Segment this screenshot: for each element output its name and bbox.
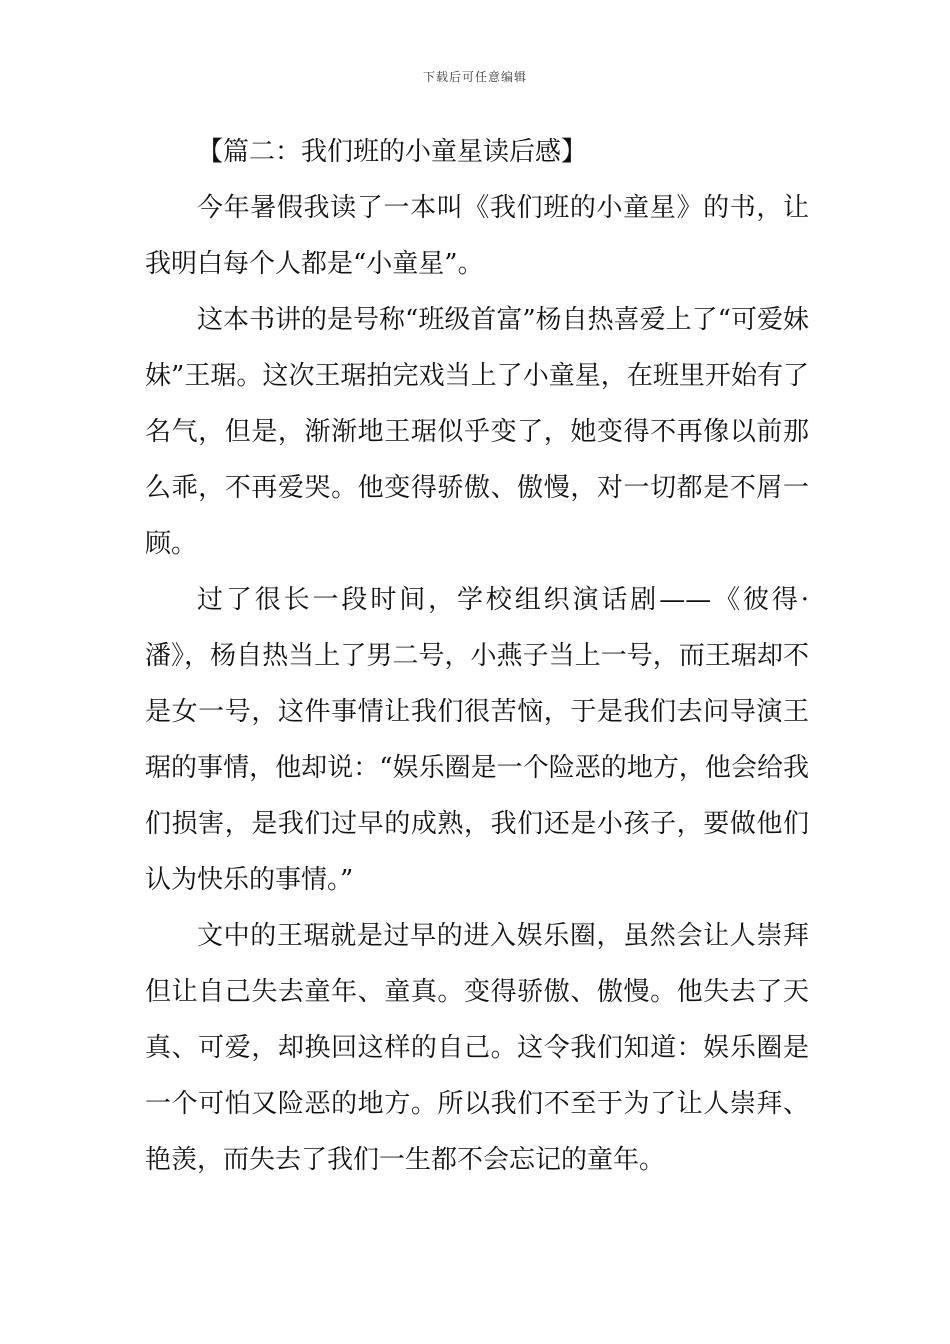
paragraph-4: 文中的王琚就是过早的进入娱乐圈，虽然会让人崇拜但让自己失去童年、童真。变得骄傲、傲慢。他失去了天真、可爱，却换回这样的自己。这令我们知道：娱乐圈是一个可怕又险恶的地方。所以我们不至于为了让人崇拜、艳羡，而失去了我们一生都不会忘记的童年。 bbox=[145, 921, 809, 1175]
header-note: 下载后可任意编辑 bbox=[422, 70, 527, 84]
document-body bbox=[145, 124, 809, 1188]
paragraph-1: 今年暑假我读了一本叫《我们班的小童星》的书，让我明白每个人都是“小童星”。 bbox=[145, 193, 809, 279]
paragraph-3: 过了很长一段时间，学校组织演话剧——《彼得·潘》，杨自热当上了男二号，小燕子当上一号，而王琚却不是女一号，这件事情让我们很苦恼，于是我们去问导演王琚的事情，他却说：“娱乐圈是一个险恶的地方，他会给我们损害，是我们过早的成熟，我们还是小孩子，要做他们认为快乐的事情。” bbox=[145, 585, 809, 895]
document-heading: 【篇二：我们班的小童星读后感】 bbox=[197, 137, 588, 167]
paragraph-2: 这本书讲的是号称“班级首富”杨自热喜爱上了“可爱妹妹”王琚。这次王琚拍完戏当上了小童星，在班里开始有了名气，但是，渐渐地王琚似乎变了，她变得不再像以前那么乖，不再爱哭。他变得骄傲、傲慢，对一切都是不屑一顾。 bbox=[145, 305, 809, 559]
